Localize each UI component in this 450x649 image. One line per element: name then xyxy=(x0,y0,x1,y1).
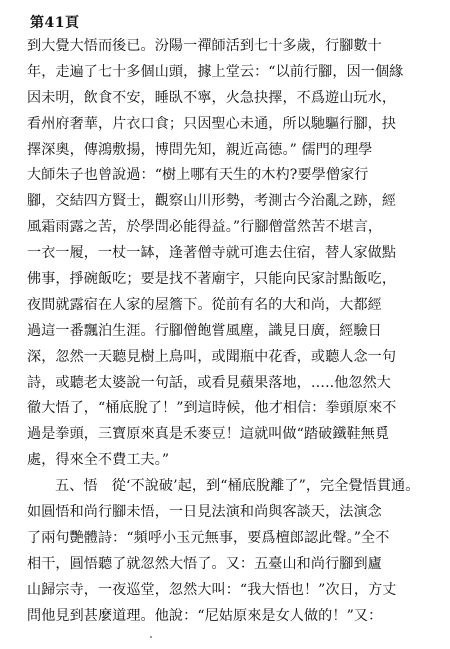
text-line: 深，忽然一天聽見樹上鳥叫，或聞瓶中花香，或聽人念一句 xyxy=(27,348,397,365)
text-line: 徹大悟了，“桶底脫了！”到這時候，他才相信：拳頭原來不 xyxy=(27,400,397,417)
text-line: 了兩句艷體詩：“頻呼小玉元無事，要爲檀郎認此聲。”全不 xyxy=(27,529,390,546)
text-line: 一衣一履，一杖一缽，逢著僧寺就可進去住宿，替人家做點 xyxy=(27,245,397,262)
text-line: 大師朱子也曾說過：“樹上哪有天生的木杓?要學僧家行 xyxy=(27,167,369,184)
page-speck xyxy=(150,636,152,638)
text-line: 山歸宗寺，一夜巡堂，忽然大叫：“我大悟也！”次日，方丈 xyxy=(27,581,397,598)
text-line: 佛事，掙碗飯吃；要是找不著廟宇，只能向民家討點飯吃， xyxy=(27,271,397,288)
text-line: 因未明，飲食不安，睡臥不寧，火急抉擇，不爲遊山玩水， xyxy=(27,89,397,106)
text-line: 到大覺大悟而後已。汾陽一禪師活到七十多歲，行腳數十 xyxy=(27,38,382,54)
text-line: 腳，交結四方賢士，觀察山川形勢，考測古今治亂之跡，經 xyxy=(27,193,397,210)
body-text xyxy=(27,34,437,629)
text-line: 擇深奧，傳鴻敷揚，博問先知，親近高德。” 儒門的理學 xyxy=(27,141,373,158)
text-line: 過是拳頭，三寶原來真是禾麥豆！這就叫做“踏破鐵鞋無覓 xyxy=(27,426,390,443)
text-line: 夜間就露宿在人家的屋簷下。從前有名的大和尚，大都經 xyxy=(27,296,382,313)
page-header: 第41頁 xyxy=(30,15,80,31)
text-line: 問他見到甚麼道理。他說：“尼姑原來是女人做的！”又： xyxy=(27,607,383,624)
text-line: 過這一番飄泊生涯。行腳僧飽嘗風塵，識見日廣，經驗日 xyxy=(27,322,382,339)
section-heading-line: 五、悟 從‘不說破’起，到“桶底脫離了”，完全覺悟貫通。 xyxy=(55,478,420,495)
text-line: 詩，或聽老太婆說一句話，或看見蘋果落地，…..他忽然大 xyxy=(27,374,392,391)
text-line: 處，得來全不費工夫。” xyxy=(27,452,170,469)
text-line: 看州府奢華，片衣口食；只因聖心未通，所以馳驅行腳，抉 xyxy=(27,115,397,132)
text-line: 風霜雨露之苦，於學問必能得益。”行腳僧當然苦不堪言， xyxy=(27,219,383,236)
text-line: 如圓悟和尚行腳未悟，一日見法演和尚與客談天，法演念 xyxy=(27,504,382,521)
text-line: 相干，圓悟聽了就忽然大悟了。又：五臺山和尚行腳到廬 xyxy=(27,555,382,572)
text-line: 年，走遍了七十多個山頭，據上堂云：“以前行腳，因一個緣 xyxy=(27,63,404,80)
